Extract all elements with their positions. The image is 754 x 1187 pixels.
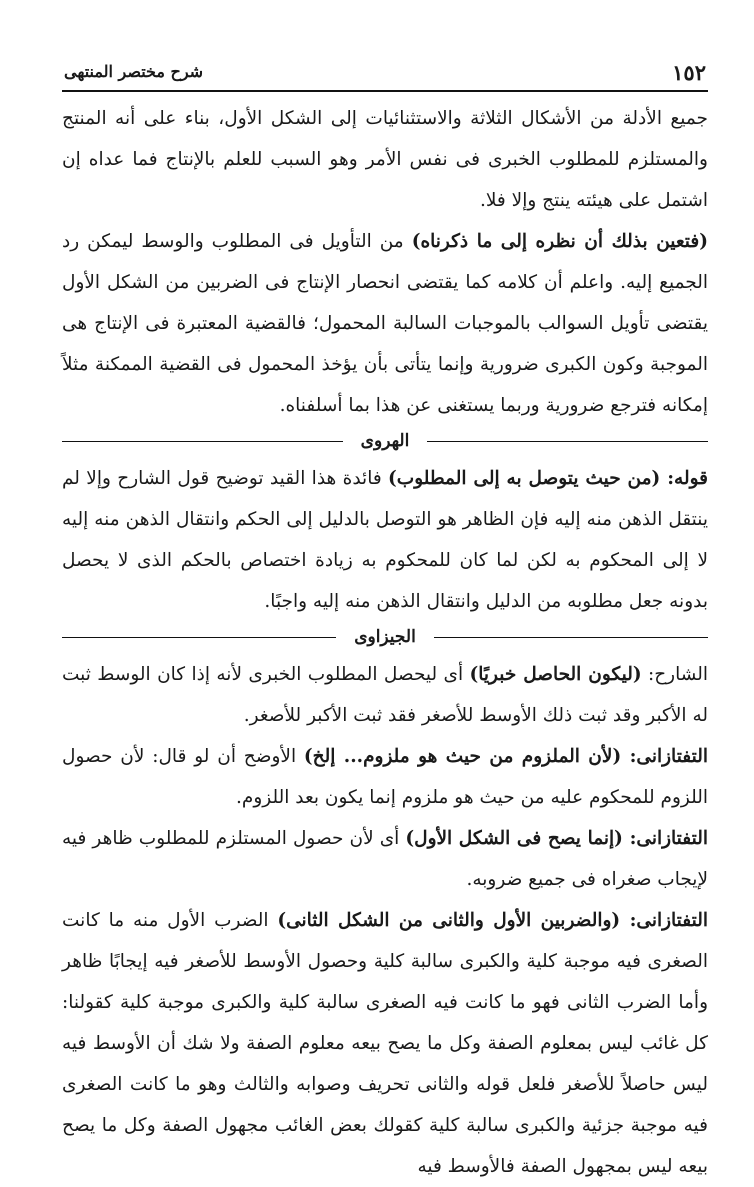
quoted-phrase: (لأن الملزوم من حيث هو ملزوم... إلخ) — [303, 746, 622, 767]
book-page — [62, 52, 708, 1187]
paragraph-text: فائدة هذا القيد توضيح قول الشارح وإلا لم ينتقل الذهن منه إليه فإن الظاهر هو التوصل بالدليل إلى الحكم وانتقال الذهن منه إليه لا إلى المحكوم به لكن لما كان للمحكوم به زيادة اختصاص بالحكم الذى لا يحصل بدونه جعل مطلوبه من الدليل وانتقال الذهن منه إليه واجبًا. — [62, 468, 708, 612]
divider-label: الجيزاوى — [354, 627, 416, 647]
page-body — [62, 98, 708, 1187]
divider-line — [427, 441, 708, 442]
paragraph — [62, 900, 708, 1187]
paragraph-text: أى لأن حصول المستلزم للمطلوب ظاهر فيه لإيجاب صغراه فى جميع ضروبه. — [62, 828, 708, 890]
quoted-phrase: (ليكون الحاصل خبريًا) — [469, 664, 642, 685]
speaker-label: التفتازانى: — [620, 910, 708, 931]
page-number: ١٥٢ — [672, 60, 706, 85]
quoted-phrase: (إنما يصح فى الشكل الأول) — [405, 828, 623, 849]
speaker-label: الشارح: — [641, 664, 709, 685]
paragraph — [62, 654, 708, 736]
paragraph — [62, 458, 708, 622]
quoted-phrase: (من حيث يتوصل به إلى المطلوب) — [388, 468, 661, 489]
book-title: شرح مختصر المنتهى — [64, 62, 204, 81]
page-header — [62, 52, 708, 92]
quoted-phrase: (فتعين بذلك أن نظره إلى ما ذكرناه) — [411, 231, 708, 252]
paragraph-text: من التأويل فى المطلوب والوسط ليمكن رد الجميع إليه. واعلم أن كلامه كما يقتضى انحصار الإنتاج فى الضربين من الشكل الأول يقتضى تأويل السوالب بالموجبات السالبة المحمول؛ فالقضية المعتبرة فى الإنتاج هى الموجبة وكون الكبرى ضرورية وإنما يتأتى بأن يؤخذ المحمول فى القضية الممكنة مثلاً إمكانه فترجع ضرورية وربما يستغنى عن هذا بما أسلفناه. — [62, 231, 708, 416]
speaker-label: التفتازانى: — [622, 828, 708, 849]
section-divider-jizawi — [62, 622, 708, 652]
divider-line — [434, 637, 708, 638]
paragraph-text: الأوضح أن لو قال: لأن حصول اللزوم للمحكوم عليه من حيث هو ملزوم إنما يكون بعد اللزوم. — [62, 746, 708, 808]
paragraph — [62, 98, 708, 221]
divider-line — [62, 637, 336, 638]
paragraph-text: الضرب الأول منه ما كانت الصغرى فيه موجبة كلية والكبرى سالبة كلية وحصول الأوسط للأصغر فيه إيجابًا ظاهر وأما الضرب الثانى فهو ما كانت فيه الصغرى سالبة كلية والكبرى موجبة كلية كقولنا: كل غائب ليس بمعلوم الصفة وكل ما يصح بيعه معلوم الصفة ولا شك أن الأوسط فيه ليس حاصلاً للأصغر فلعل قوله والثانى تحريف وصوابه والثالث وهو ما كانت الصغرى فيه موجبة جزئية والكبرى سالبة كلية كقولك بعض الغائب مجهول الصفة وكل ما يصح بيعه ليس بمجهول الصفة فالأوسط فيه — [62, 910, 708, 1177]
section-divider-harawi — [62, 426, 708, 456]
paragraph — [62, 818, 708, 900]
divider-label: الهروى — [360, 431, 410, 451]
paragraph-text: جميع الأدلة من الأشكال الثلاثة والاستثنائيات إلى الشكل الأول، بناء على أنه المنتج والمستلزم للمطلوب الخبرى فى نفس الأمر وهو السبب للعلم بالإنتاج فما عداه إن اشتمل على هيئته ينتج وإلا فلا. — [62, 108, 708, 211]
quoted-phrase: (والضربين الأول والثانى من الشكل الثانى) — [277, 910, 621, 931]
paragraph — [62, 221, 708, 426]
speaker-label: قوله: — [660, 468, 708, 489]
paragraph-text: أى ليحصل المطلوب الخبرى لأنه إذا كان الوسط ثبت له الأكبر وقد ثبت ذلك الأوسط للأصغر فقد ثبت الأكبر للأصغر. — [62, 664, 708, 726]
divider-line — [62, 441, 343, 442]
speaker-label: التفتازانى: — [621, 746, 708, 767]
paragraph — [62, 736, 708, 818]
